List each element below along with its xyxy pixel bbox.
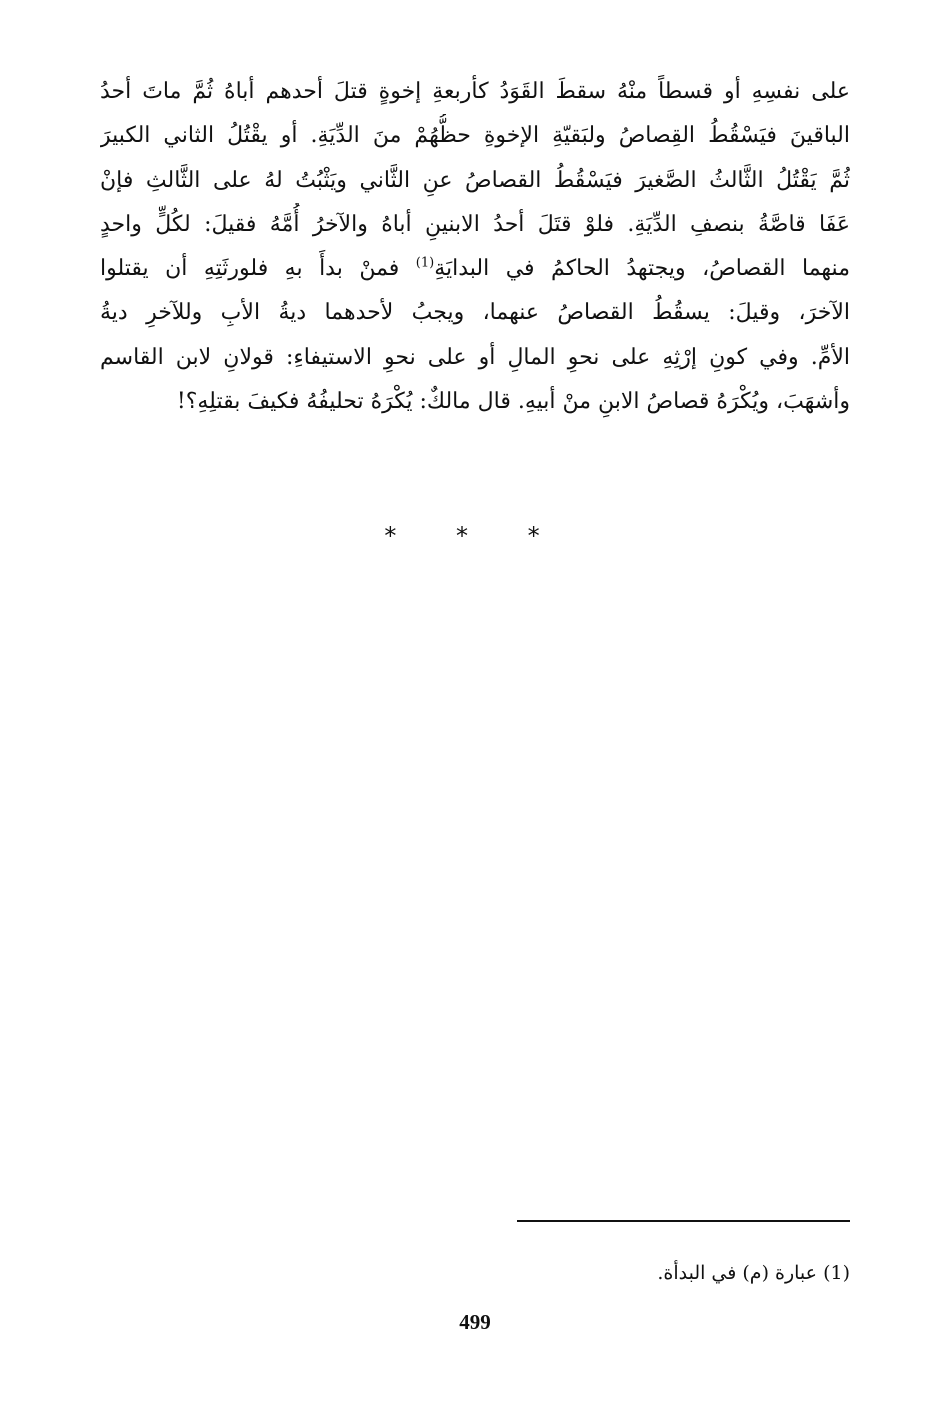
text-line-2: الباقينَ فيَسْقُطُ القِصاصُ ولبَقيّةِ الإخوةِ حظُّهُمْ منَ الدِّيَةِ. أو يقْتُلُ الثاني الكبيرَ (100, 123, 850, 149)
text-line-5-tail: فمنْ بدأَ بهِ فلورثَتِهِ أن يقتلوا (100, 256, 416, 282)
footnote-divider (517, 1220, 850, 1222)
text-line-3: ثُمَّ يَقْتُلُ الثَّالثُ الصَّغيرَ فيَسْقُطُ القصاصُ عنِ الثَّاني ويَثْبُتُ لهُ على الثَّالثِ فإنْ (100, 167, 850, 193)
text-line-7: الأمِّ. وفي كونِ إرْثِهِ على نحوِ المالِ أو على نحوِ الاستيفاءِ: قولانِ لابن القاسم (100, 344, 850, 370)
text-line-4: عَفَا قاصَّةُ بنصفِ الدِّيَةِ. فلوْ قتَلَ أحدُ الابنينِ أباهُ والآخرُ أُمَّهُ فقيلَ: لكُلٍّ واحدٍ (100, 211, 850, 237)
footnote-text: عبارة (م) في البدأة. (657, 1262, 818, 1284)
page-number: 499 (459, 1310, 491, 1334)
text-line-5 (100, 247, 850, 291)
text-line-8: وأشهَبَ، ويُكْرَهُ قصاصُ الابنِ منْ أبيهِ. قال مالكٌ: يُكْرَهُ تحليفُهُ فكيفَ بقتلِهِ؟! (176, 389, 850, 415)
section-separator: * * * (384, 522, 566, 550)
footnote-marker: (1) (823, 1262, 850, 1284)
text-line-6: الآخرَ، وقيلَ: يسقُطُ القصاصُ عنهما، ويجبُ لأحدهما ديةُ الأبِ وللآخرِ ديةُ (100, 300, 850, 326)
footnote-reference[interactable]: (1) (415, 255, 435, 271)
text-line-5-head: منهما القصاصُ، ويجتهدُ الحاكمُ في البدايَةِ (434, 256, 850, 282)
footnote (500, 1258, 850, 1288)
main-paragraph (100, 70, 850, 424)
text-line-1: على نفسِهِ أو قسطاً منْهُ سقطَ القَوَدُ كأربعةِ إخوةٍ قتلَ أحدهم أباهُ ثُمَّ ماتَ أحدُ (100, 79, 850, 104)
